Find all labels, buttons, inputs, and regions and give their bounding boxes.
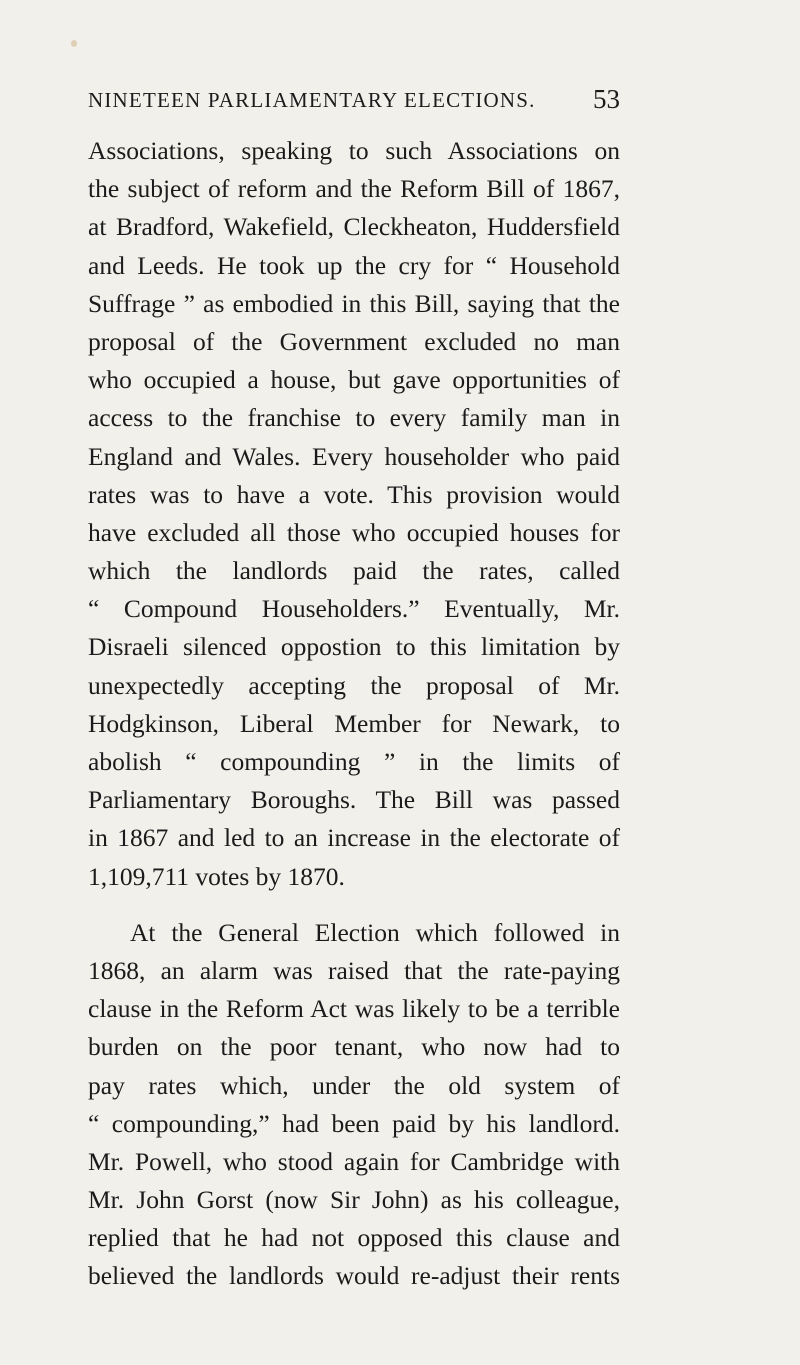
text-line: Mr. Powell, who stood again for Cambridge with [88,1146,620,1176]
text-line: England and Wales. Every householder who paid [88,441,620,471]
text-line: Suffrage ” as embodied in this Bill, saying that the [88,288,620,318]
text-line: At the General Election which followed in [130,917,620,947]
text-line: believed the landlords would re-adjust their rents [88,1261,620,1291]
paragraph-gap [88,896,620,914]
text-line: Mr. John Gorst (now Sir John) as his colleague, [88,1185,620,1215]
text-line: Associations, speaking to such Associations on [88,136,620,165]
text-line: replied that he had not opposed this clause and [88,1223,620,1253]
text-line: unexpectedly accepting the proposal of Mr. [88,670,620,700]
text-line: abolish “ compounding ” in the limits of [88,747,620,776]
text-line: at Bradford, Wakefield, Cleckheaton, Huddersfield [88,212,620,242]
text-line: 1868, an alarm was raised that the rate-paying [88,955,620,985]
paragraph-1 [88,132,620,896]
text-line: have excluded all those who occupied houses for [88,517,620,547]
text-line: the subject of reform and the Reform Bill of 1867, [88,174,620,204]
body-text [88,132,620,1296]
page-header [88,84,620,114]
text-line: which the landlords paid the rates, called [88,556,620,586]
text-line: in 1867 and led to an increase in the electorate of [88,823,620,853]
text-line: Parliamentary Boroughs. The Bill was passed [88,785,620,815]
text-line: rates was to have a vote. This provision would [88,479,620,509]
paragraph-2 [88,914,620,1296]
text-line: burden on the poor tenant, who now had to [88,1032,620,1062]
text-line: pay rates which, under the old system of [88,1070,620,1100]
text-line: access to the franchise to every family man in [88,403,620,433]
text-line: and Leeds. He took up the cry for “ Household [88,250,620,280]
text-line: proposal of the Government excluded no man [88,326,620,356]
page-number: 53 [593,84,620,114]
text-line: who occupied a house, but gave opportunities of [88,365,620,395]
paper-speck [71,40,77,47]
text-line: clause in the Reform Act was likely to be a terrible [88,994,620,1024]
text-line: 1,109,711 votes by 1870. [88,861,345,891]
running-head: NINETEEN PARLIAMENTARY ELECTIONS. [88,88,536,112]
text-line: Disraeli silenced oppostion to this limitation by [88,632,620,662]
text-line: “ Compound Householders.” Eventually, Mr. [88,594,620,624]
text-line: “ compounding,” had been paid by his landlord. [88,1108,620,1138]
text-line: Hodgkinson, Liberal Member for Newark, to [88,708,620,738]
